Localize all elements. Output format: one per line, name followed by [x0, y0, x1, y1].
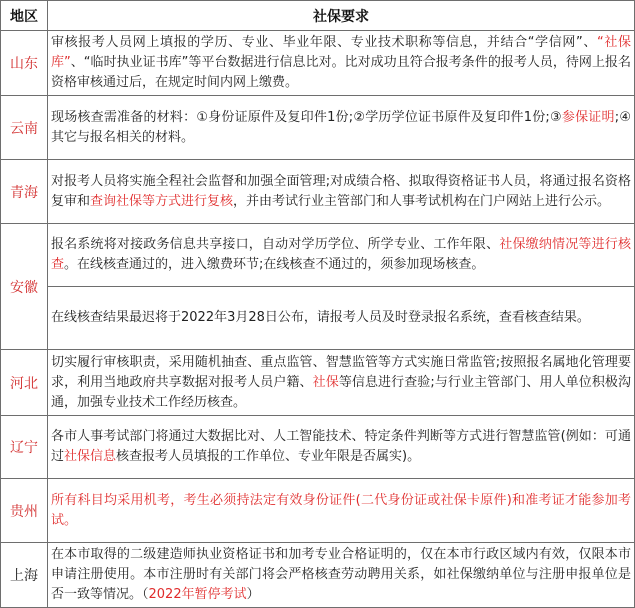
requirement-cell — [48, 160, 635, 224]
text-segment: 在线核查结果最迟将于2022年3月28日公布，请报考人员及时登录报名系统，查看核查结果。 — [51, 310, 590, 325]
text-segment: 。在线核查通过的，进入缴费环节;在线核查不通过的，须参加现场核查。 — [64, 257, 485, 272]
highlight-text: 社保信息 — [64, 449, 117, 464]
requirement-cell — [48, 31, 635, 96]
region-cell: 山东 — [1, 31, 48, 96]
highlight-text: “社保库” — [51, 35, 631, 70]
table-row — [1, 96, 635, 160]
table-header-row — [1, 1, 635, 31]
highlight-text: 社保 — [312, 374, 339, 390]
text-segment: 各市人事考试部门将通过大数据比对、人工智能技术、特定条件判断等方式进行智慧监管(例如：可通过 — [51, 429, 631, 464]
text-segment: 切实履行审核职责，采用随机抽查、重点监管、智慧监管等方式实施日常监管;按照报名属地化管理要求，利用当地政府共享数据对报考人员户籍、 — [51, 354, 631, 390]
text-segment: ;④其它与报名相关的材料。 — [51, 109, 631, 145]
table-row — [1, 31, 635, 96]
text-segment: 等信息进行查验;与行业主管部门、用人单位积极沟通，加强专业技术工作经历核查。 — [51, 374, 631, 410]
table-row — [1, 224, 635, 287]
header-region: 地区 — [1, 1, 48, 31]
text-segment: 对报考人员将实施全程社会监督和加强全面管理;对成绩合格、拟取得资格证书人员，将通过报名资格复审和 — [51, 173, 631, 209]
table-row — [1, 543, 635, 608]
requirement-cell — [48, 224, 635, 287]
highlight-text: 社保缴纳情况等进行核查 — [51, 237, 631, 272]
requirement-cell — [48, 479, 635, 543]
region-cell: 云南 — [1, 96, 48, 160]
table-row — [1, 416, 635, 479]
region-cell: 上海 — [1, 543, 48, 608]
text-segment: 现场核查需准备的材料：①身份证原件及复印件1份;②学历学位证书原件及复印件1份;③ — [51, 109, 562, 125]
text-segment: ） — [246, 587, 260, 602]
region-cell: 安徽 — [1, 224, 48, 350]
text-segment: 核查报考人员填报的工作单位、专业年限是否属实)。 — [116, 449, 421, 464]
highlight-text: 查询社保等方式进行复核 — [90, 193, 234, 209]
table-row — [1, 479, 635, 543]
region-cell: 青海 — [1, 160, 48, 224]
region-cell: 辽宁 — [1, 416, 48, 479]
text-segment: 审核报考人员网上填报的学历、专业、毕业年限、专业技术职称等信息，并结合“学信网”、 — [51, 35, 597, 50]
table-row — [1, 160, 635, 224]
highlight-text: 2022年暂停考试 — [148, 587, 247, 602]
requirement-cell — [48, 416, 635, 479]
requirement-cell — [48, 350, 635, 416]
table-row — [1, 350, 635, 416]
region-cell: 河北 — [1, 350, 48, 416]
requirement-cell — [48, 543, 635, 608]
requirement-cell — [48, 287, 635, 350]
text-segment: 报名系统将对接政务信息共享接口，自动对学历学位、所学专业、工作年限、 — [51, 237, 500, 252]
requirement-cell — [48, 96, 635, 160]
highlight-text: 参保证明 — [561, 109, 615, 125]
region-cell: 贵州 — [1, 479, 48, 543]
text-segment: ，并由考试行业主管部门和人事考试机构在门户网站上进行公示。 — [233, 193, 611, 209]
highlight-text: 所有科目均采用机考，考生必须持法定有效身份证件(二代身份证或社保卡原件)和准考证才能参加考试。 — [51, 492, 631, 528]
header-requirement: 社保要求 — [48, 1, 635, 31]
text-segment: 、“临时执业证书库”等平台数据进行信息比对。比对成功且符合报考条件的报考人员，待网上报名资格审核通过后，在规定时间内网上缴费。 — [51, 55, 631, 90]
table-row — [1, 287, 635, 350]
text-segment: 在本市取得的二级建造师执业资格证书和加考专业合格证明的，仅在本市行政区域内有效，仅限本市申请注册使用。本市注册时有关部门将会严格核查劳动聘用关系，如社保缴纳单位与注册申报单位是否一致等情况。（ — [51, 547, 631, 602]
